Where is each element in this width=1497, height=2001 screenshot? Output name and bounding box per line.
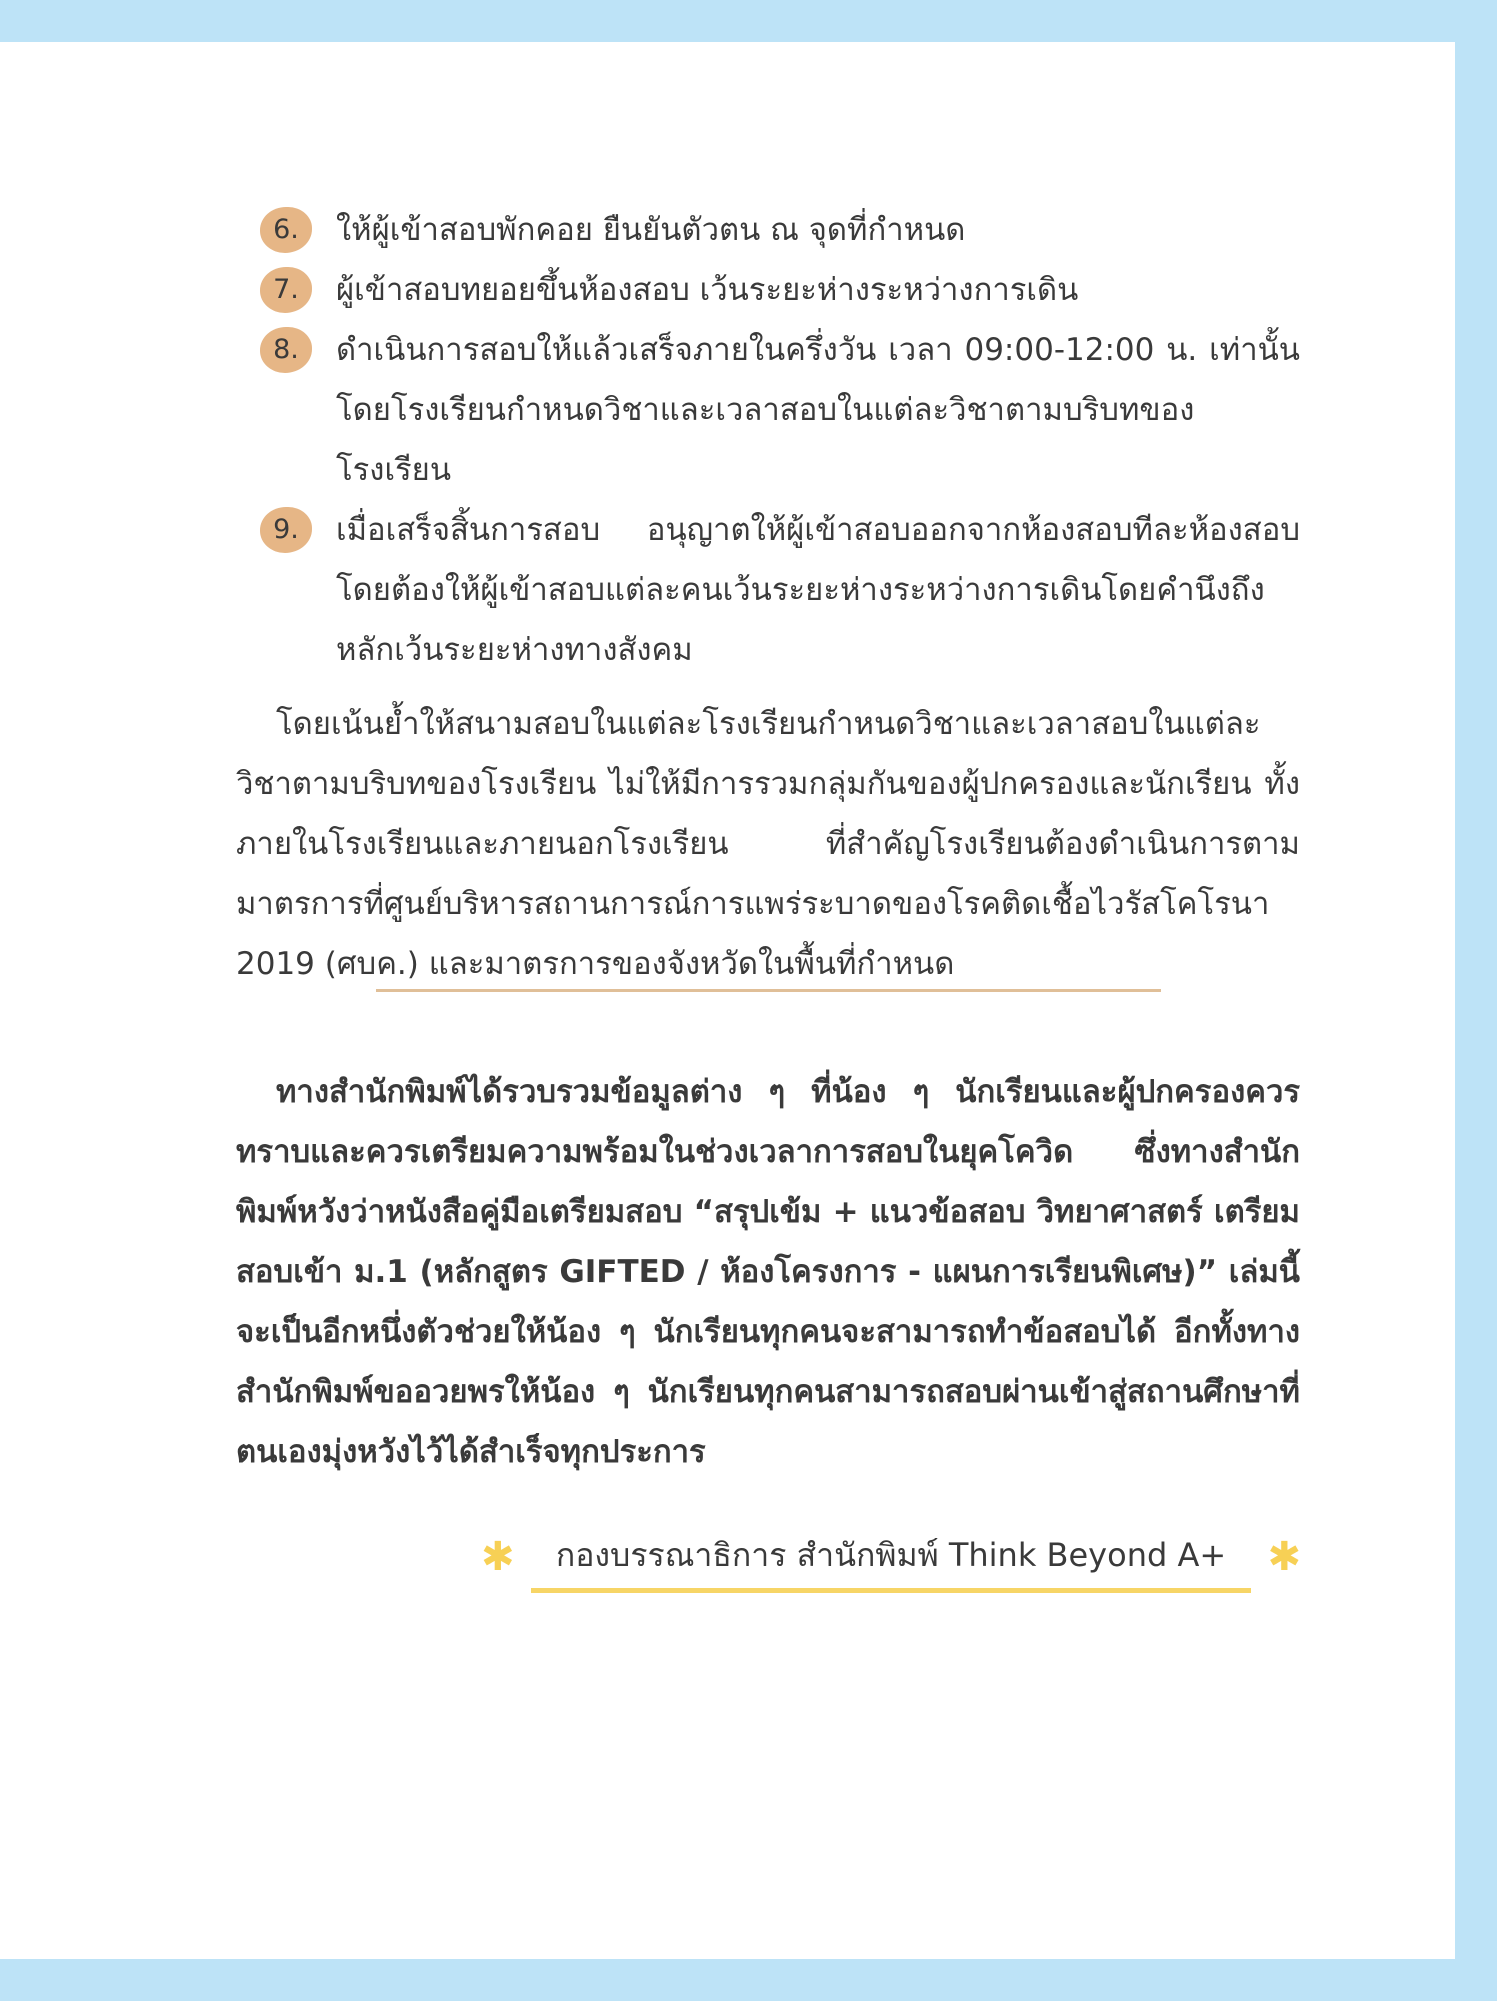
list-item-text: เมื่อเสร็จสิ้นการสอบ อนุญาตให้ผู้เข้าสอบออกจากห้องสอบทีละห้องสอบ โดยต้องให้ผู้เข้าสอบแต่ละคนเว้นระยะห่างระหว่างการเดินโดยคำนึงถึงหลักเว้นระยะห่างทางสังคม — [336, 512, 1300, 668]
signature — [481, 1522, 1301, 1592]
list-number-badge: 7. — [260, 267, 312, 313]
paragraph-publisher-message: ทางสำนักพิมพ์ได้รวบรวมข้อมูลต่าง ๆ ที่น้อง ๆ นักเรียนและผู้ปกครองควรทราบและควรเตรียมความพร้อมในช่วงเวลาการสอบในยุคโควิด ซึ่งทางสำนักพิมพ์หวังว่าหนังสือคู่มือเตรียมสอบ “สรุปเข้ม + แนวข้อสอบ วิทยาศาสตร์ เตรียมสอบเข้า ม.1 (หลักสูตร GIFTED / ห้องโครงการ - แผนการเรียนพิเศษ)” เล่มนี้ จะเป็นอีกหนึ่งตัวช่วยให้น้อง ๆ นักเรียนทุกคนจะสามารถทำข้อสอบได้ อีกทั้งทางสำนักพิมพ์ขออวยพรให้น้อง ๆ นักเรียนทุกคนสามารถสอบผ่านเข้าสู่สถานศึกษาที่ตนเองมุ่งหวังไว้ได้สำเร็จทุกประการ — [236, 1074, 1300, 1470]
list-item-text: ผู้เข้าสอบทยอยขึ้นห้องสอบ เว้นระยะห่างระหว่างการเดิน — [336, 272, 1079, 308]
signature-text: กองบรรณาธิการ สำนักพิมพ์ Think Beyond A+ — [531, 1522, 1251, 1593]
page — [0, 42, 1455, 1959]
numbered-list — [236, 200, 1300, 680]
list-item — [236, 260, 1300, 320]
list-item-text: ดำเนินการสอบให้แล้วเสร็จภายในครึ่งวัน เวลา 09:00-12:00 น. เท่านั้น โดยโรงเรียนกำหนดวิชาและเวลาสอบในแต่ละวิชาตามบริบทของโรงเรียน — [336, 332, 1300, 488]
list-number-badge: 9. — [260, 507, 312, 553]
asterisk-star-icon: ✱ — [481, 1534, 515, 1580]
section-divider — [376, 989, 1161, 992]
list-number-badge: 6. — [260, 207, 312, 253]
paragraph-emphasis: โดยเน้นย้ำให้สนามสอบในแต่ละโรงเรียนกำหนดวิชาและเวลาสอบในแต่ละวิชาตามบริบทของโรงเรียน ไม่ให้มีการรวมกลุ่มกันของผู้ปกครองและนักเรียน ทั้งภายในโรงเรียนและภายนอกโรงเรียน ที่สำคัญโรงเรียนต้องดำเนินการตามมาตรการที่ศูนย์บริหารสถานการณ์การแพร่ระบาดของโรคติดเชื้อไวรัสโคโรนา 2019 (ศบค.) และมาตรการของจังหวัดในพื้นที่กำหนด — [236, 706, 1300, 982]
list-item — [236, 320, 1300, 500]
list-item-text: ให้ผู้เข้าสอบพักคอย ยืนยันตัวตน ณ จุดที่กำหนด — [336, 212, 966, 248]
asterisk-star-icon: ✱ — [1267, 1534, 1301, 1580]
list-number-badge: 8. — [260, 327, 312, 373]
list-item — [236, 500, 1300, 680]
list-item — [236, 200, 1300, 260]
